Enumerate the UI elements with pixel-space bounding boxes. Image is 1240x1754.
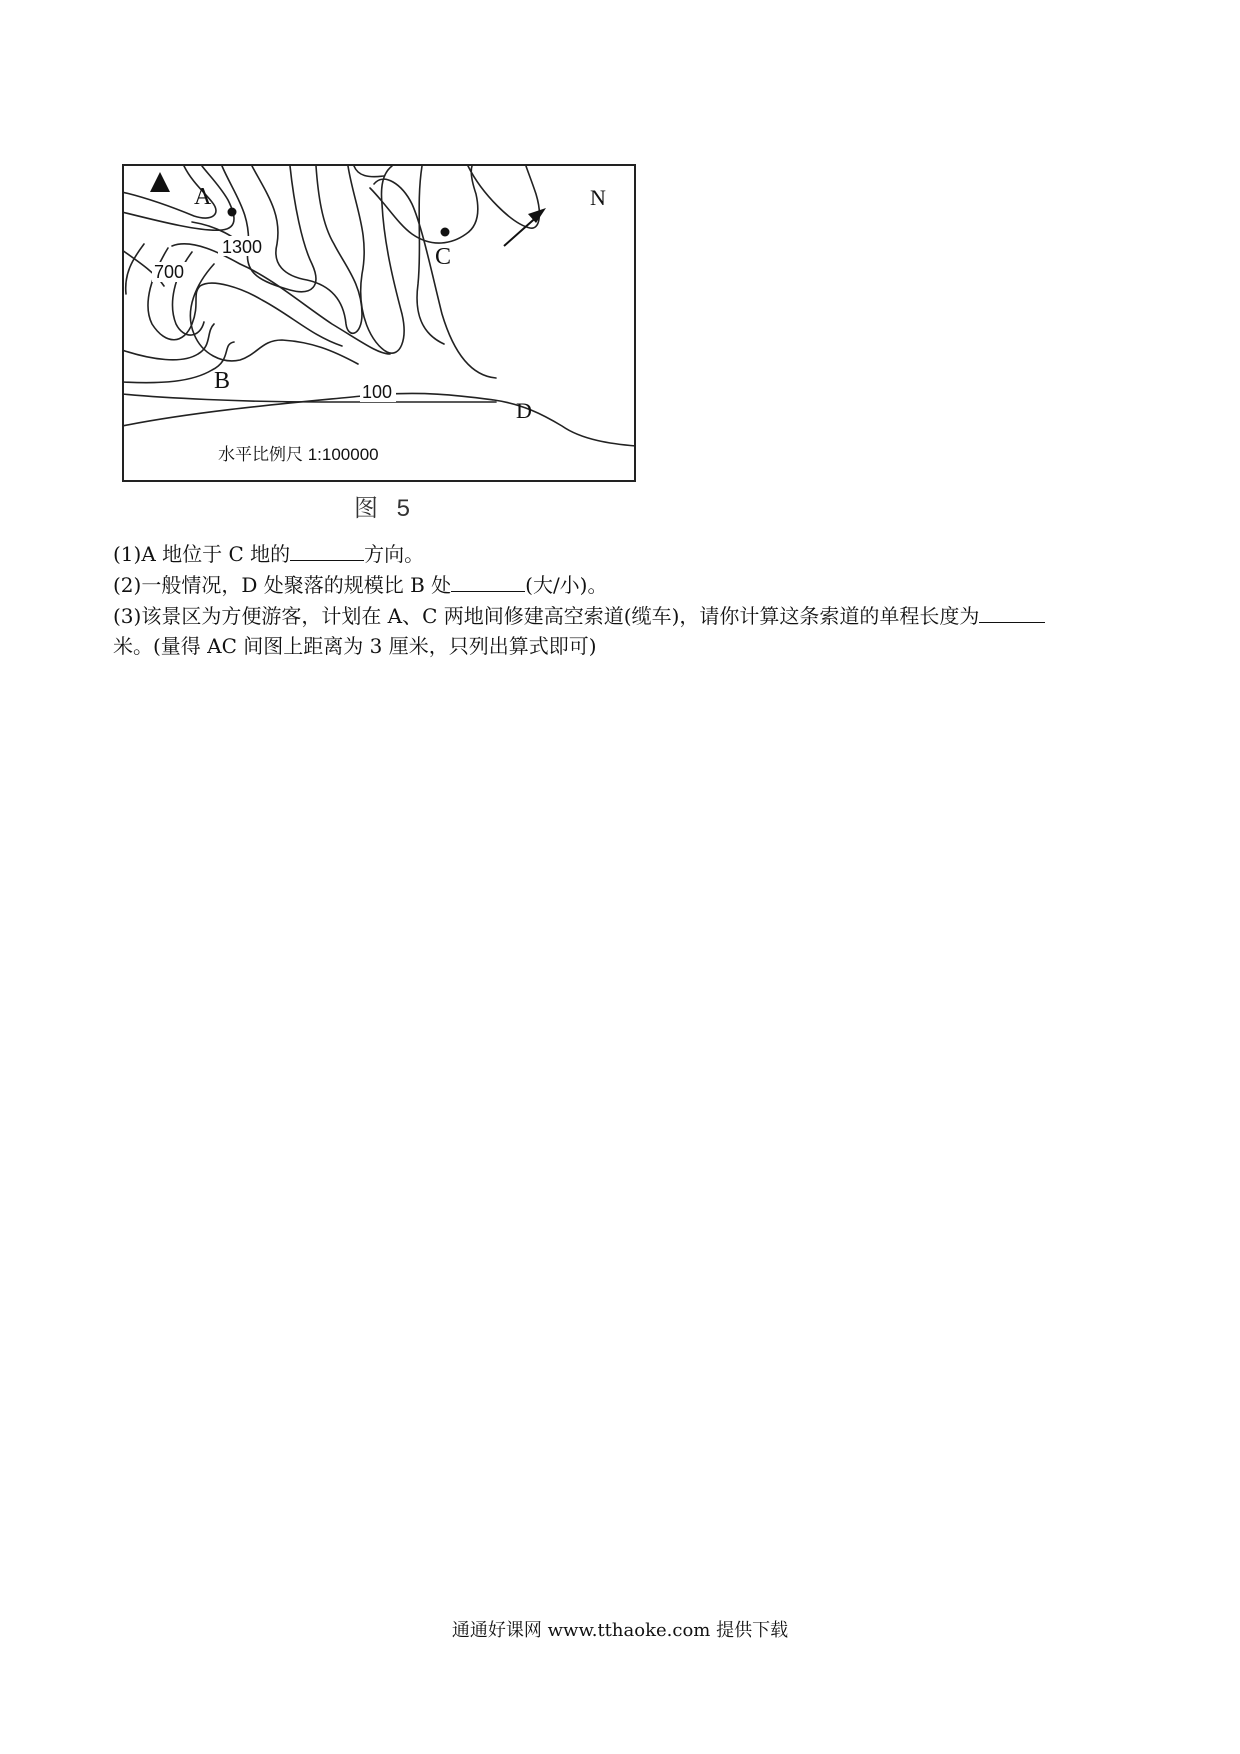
- question-3-continued: [113, 631, 1133, 661]
- contour-map: [122, 164, 636, 482]
- point-c-label: C: [435, 244, 452, 270]
- scale-text: 水平比例尺 1:100000: [218, 445, 379, 464]
- answer-blank[interactable]: [290, 538, 364, 561]
- question-text: (大/小)。: [525, 573, 608, 597]
- map-frame: [123, 165, 635, 481]
- point-a-label: A: [194, 184, 212, 210]
- contour-label-700: 700: [154, 262, 185, 282]
- north-label: N: [590, 185, 606, 210]
- question-text: (1)A 地位于 C 地的: [113, 542, 291, 566]
- figure-caption: 图 5: [354, 495, 417, 522]
- contour-label-1300: 1300: [222, 237, 263, 257]
- question-1: [113, 538, 1133, 569]
- question-text: (3)该景区为方便游客，计划在 A、C 两地间修建高空索道(缆车)，请你计算这条索道的单程长度为: [113, 604, 980, 628]
- point-d-label: D: [516, 398, 532, 423]
- question-list: [113, 538, 1133, 661]
- question-text: (2)一般情况，D 处聚落的规模比 B 处: [113, 573, 452, 597]
- point-c-dot: [441, 228, 450, 237]
- question-text: 方向。: [364, 542, 425, 566]
- page-footer: 通通好课网 www.tthaoke.com 提供下载: [451, 1620, 789, 1641]
- contour-map-svg: [122, 164, 636, 482]
- answer-blank[interactable]: [451, 569, 525, 592]
- question-text: 米。(量得 AC 间图上距离为 3 厘米，只列出算式即可): [113, 634, 597, 658]
- answer-blank[interactable]: [979, 600, 1045, 623]
- question-2: [113, 569, 1133, 600]
- question-3: [113, 600, 1133, 631]
- point-b-label: B: [214, 368, 231, 394]
- point-a-dot: [228, 208, 237, 217]
- contour-label-100: 100: [362, 382, 393, 402]
